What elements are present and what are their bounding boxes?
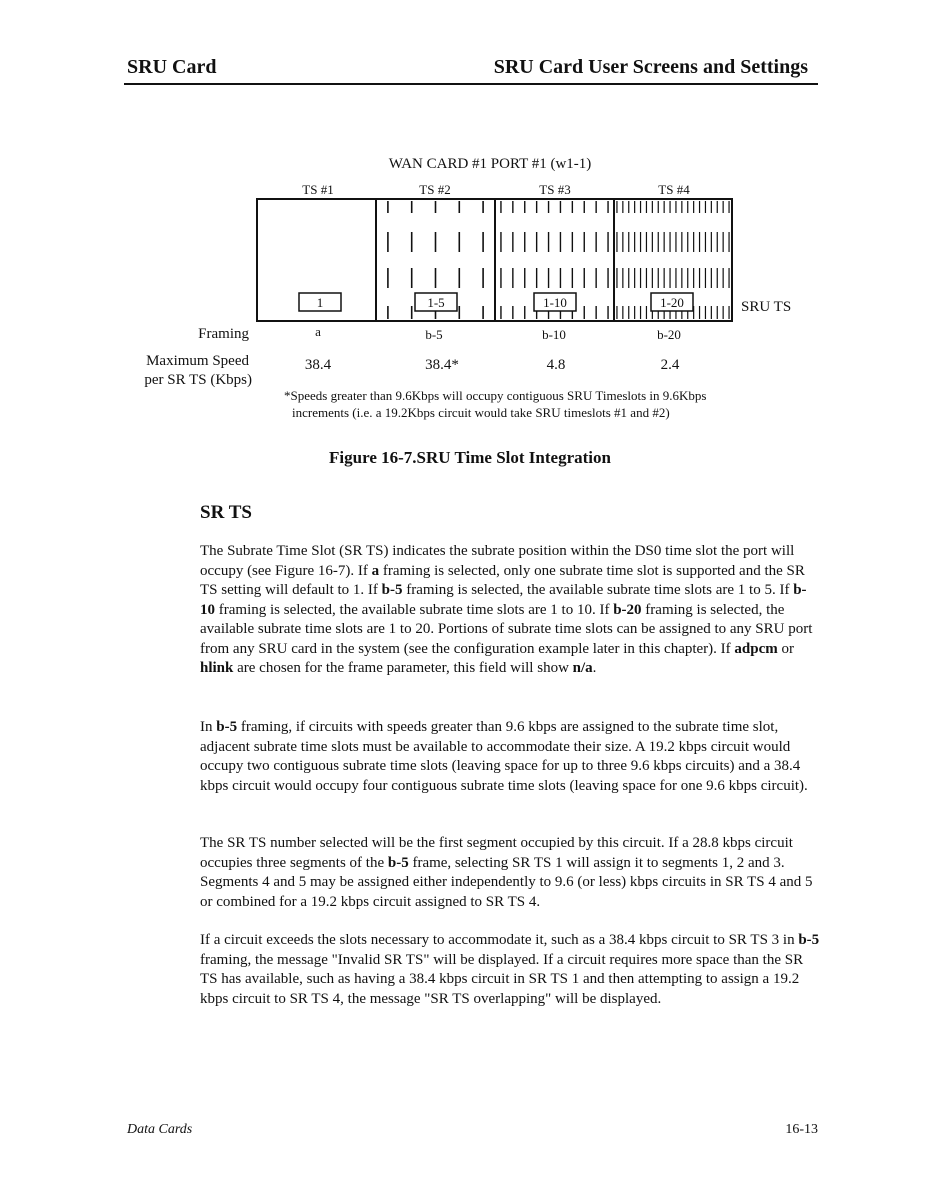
bold-term: b-5: [216, 719, 238, 735]
speed-value-ts1: 38.4: [304, 357, 332, 373]
bold-term: adpcm: [734, 640, 778, 657]
ts-label-4: TS #4: [658, 182, 690, 197]
header-section-title: SRU Card User Screens and Settings: [493, 56, 808, 78]
section-title: SR TS: [200, 502, 252, 523]
sru-ts-label: SRU TS: [741, 299, 792, 315]
bold-term: b-20: [613, 601, 642, 618]
figure-caption: Figure 16-7.SRU Time Slot Integration: [329, 448, 611, 467]
figure-title: WAN CARD #1 PORT #1 (w1-1): [388, 156, 592, 172]
slot-box-ts3-label: 1-10: [543, 295, 567, 310]
slot-box-ts1-label: 1: [316, 295, 324, 310]
bold-term: b-5: [387, 854, 409, 871]
timeslot-figure: [0, 0, 925, 440]
bold-term: a: [371, 562, 380, 579]
paragraph-3: The SR TS number selected will be the first segment occupied by this circuit. If a 28.8 kbps circuit occupies three segments of the b-5 frame, selecting SR TS 1 will assign it to segments 1, 2 and 3. Segments 4 and 5 may be assigned either independently to 9.6 (or less) kbps circuits in SR TS 4 and 5 or combined for a 19.2 kbps circuit assigned to SR TS 4.: [200, 835, 813, 910]
framing-label: Framing: [198, 326, 249, 342]
paragraph-4: If a circuit exceeds the slots necessary to accommodate it, such as a 38.4 kbps circuit to SR TS 3 in b-5 framing, the message "Invalid SR TS" will be displayed. If a circuit requires more space than the SR TS has available, such as having a 38.4 kbps circuit in SR TS 1 and then attempting to assign a 19.2 kbps circuit to SR TS 4, the message "SR TS overlapping" will be displayed.: [200, 932, 820, 1007]
paragraph-1: The Subrate Time Slot (SR TS) indicates the subrate position within the DS0 time slot the port will occupy (see Figure 16-7). If a framing is selected, only one subrate time slot is supported and the SR TS setting will default to 1. If b-5 framing is selected, the available subrate time slots are 1 to 5. If b-10 framing is selected, the available subrate time slots are 1 to 10. If b-20 framing is selected, the available subrate time slots are 1 to 20. Portions of subrate time slots can be assigned to any SRU port from any SRU card in the system (see the configuration example later in this chapter). If adpcm or hlink are chosen for the frame parameter, this field will show n/a.: [200, 543, 813, 676]
bold-term: b-5: [381, 582, 403, 598]
framing-value-ts1: a: [315, 324, 321, 339]
ts-label-2: TS #2: [419, 182, 451, 197]
ts-label-1: TS #1: [302, 182, 334, 197]
speed-value-ts4: 2.4: [660, 357, 680, 373]
framing-value-ts3: b-10: [542, 327, 566, 342]
speed-value-ts3: 4.8: [546, 357, 566, 373]
bold-term: n/a: [572, 660, 593, 676]
page-number: 16-13: [785, 1122, 818, 1137]
ts-label-3: TS #3: [539, 182, 571, 197]
header-chapter-title: SRU Card: [127, 56, 217, 78]
footnote-line2: increments (i.e. a 19.2Kbps circuit would take SRU timeslots #1 and #2): [292, 405, 670, 420]
slot-box-ts2-label: 1-5: [427, 295, 445, 310]
bold-term: b-10: [200, 582, 807, 618]
speed-label-line2: per SR TS (Kbps): [144, 372, 252, 388]
slot-box-ts4-label: 1-20: [660, 295, 684, 310]
framing-value-ts4: b-20: [657, 327, 681, 342]
speed-value-ts2: 38.4*: [425, 357, 459, 373]
bold-term: b-5: [798, 932, 820, 948]
framing-value-ts2: b-5: [425, 327, 443, 342]
speed-label-line1: Maximum Speed: [146, 353, 249, 369]
footer-chapter: Data Cards: [127, 1122, 193, 1137]
bold-term: hlink: [200, 660, 234, 676]
paragraph-2: In b-5 framing, if circuits with speeds greater than 9.6 kbps are assigned to the subrate time slot, adjacent subrate time slots must be available to accommodate their size. A 19.2 kbps circuit would occupy two contiguous subrate time slots (leaving space for up to three 9.6 kbps circuits) and a 38.4 kbps circuit would occupy four contiguous subrate time slots (leaving space for one 9.6 kbps circuit).: [200, 719, 808, 794]
footnote-line1: *Speeds greater than 9.6Kbps will occupy contiguous SRU Timeslots in 9.6Kbps: [284, 388, 707, 403]
